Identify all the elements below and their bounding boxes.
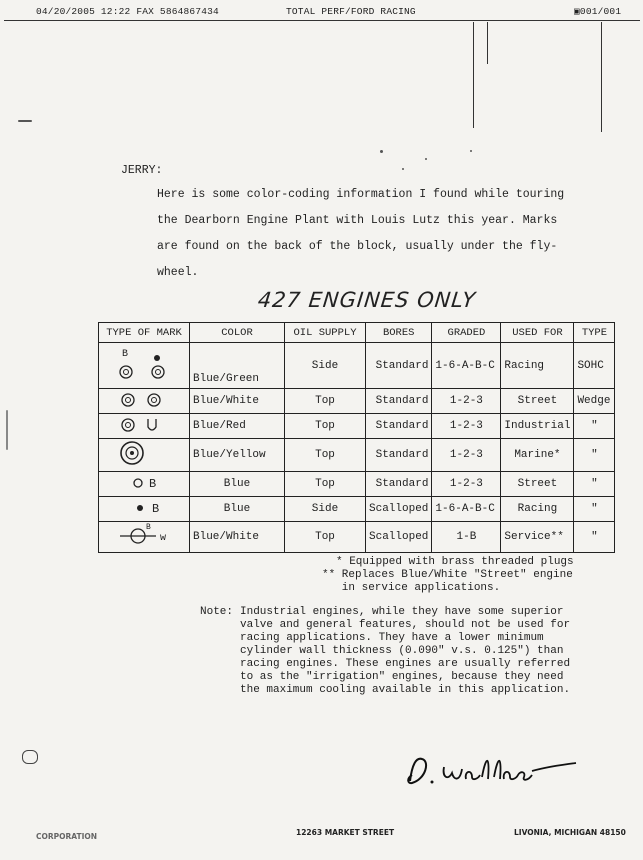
handwritten-signature — [400, 745, 580, 799]
footer-corporation: CORPORATION — [36, 832, 98, 841]
col-header-bores: BORES — [366, 323, 432, 343]
used-for-cell: Marine* — [501, 439, 574, 472]
oil-cell: Side — [285, 497, 366, 522]
industrial-note — [200, 606, 570, 697]
letter-body — [157, 182, 577, 286]
footer-address: 12263 MARKET STREET — [296, 828, 395, 837]
table-header-row — [99, 323, 615, 343]
table-row — [99, 343, 615, 389]
svg-text:w: w — [160, 533, 167, 544]
graded-cell: 1-2-3 — [432, 472, 501, 497]
crossed-circle-w-mark-icon — [112, 522, 176, 548]
margin-rule-far — [601, 22, 602, 132]
letter-line: the Dearborn Engine Plant with Louis Lutz this year. Marks — [157, 214, 558, 227]
fax-noise — [425, 158, 427, 160]
col-header-color: COLOR — [190, 323, 285, 343]
margin-rule-left — [473, 22, 474, 128]
footnote: in service applications. — [322, 582, 501, 594]
note-label: Note: — [200, 606, 234, 618]
mark-cell — [99, 343, 190, 389]
col-header-used-for: USED FOR — [501, 323, 574, 343]
note-line: Industrial engines, while they have some superior — [240, 606, 564, 618]
table-row — [99, 389, 615, 414]
type-cell: " — [574, 414, 615, 439]
b-and-circle-mark-icon — [112, 344, 176, 384]
graded-cell: 1-6-A-B-C — [432, 497, 501, 522]
graded-cell: 1-6-A-B-C — [432, 343, 501, 389]
color-cell: Blue — [190, 472, 285, 497]
footer-city: LIVONIA, MICHIGAN 48150 — [514, 828, 626, 837]
circle-and-u-mark-icon — [112, 414, 176, 434]
used-for-cell: Industrial — [501, 414, 574, 439]
color-cell: Blue — [190, 497, 285, 522]
two-circle-mark-icon — [112, 389, 176, 409]
note-line: valve and general features, should not be used for — [240, 619, 571, 631]
col-header-oil-supply: OIL SUPPLY — [285, 323, 366, 343]
handwritten-table-title: 427 ENGINES ONLY — [256, 288, 478, 312]
used-for-cell: Racing — [501, 343, 574, 389]
letter-line: are found on the back of the block, usually under the fly- — [157, 240, 558, 253]
fax-noise — [402, 168, 404, 170]
bores-cell: Standard — [366, 439, 432, 472]
svg-text:B: B — [152, 502, 160, 516]
oil-cell: Top — [285, 414, 366, 439]
o-and-b-mark-icon — [112, 472, 176, 492]
oil-cell: Top — [285, 439, 366, 472]
bores-cell: Standard — [366, 414, 432, 439]
svg-text:B: B — [146, 523, 151, 532]
fax-noise — [6, 410, 8, 450]
footnotes — [322, 556, 574, 595]
used-for-cell: Street — [501, 389, 574, 414]
signature-drawing — [400, 745, 580, 795]
note-line: to as the "irrigation" engines, because they need — [240, 671, 564, 683]
type-cell: " — [574, 472, 615, 497]
table-row — [99, 439, 615, 472]
mark-cell — [99, 389, 190, 414]
type-cell: " — [574, 522, 615, 553]
fax-sender: TOTAL PERF/FORD RACING — [286, 6, 416, 17]
note-line: racing engines. These engines are usually referred — [240, 658, 571, 670]
double-circle-mark-icon — [112, 439, 176, 467]
note-line: cylinder wall thickness (0.090" v.s. 0.125") than — [240, 645, 564, 657]
oil-cell: Top — [285, 389, 366, 414]
table-row — [99, 497, 615, 522]
graded-cell: 1-2-3 — [432, 389, 501, 414]
fax-noise — [22, 750, 38, 764]
oil-cell: Top — [285, 522, 366, 553]
fax-noise — [18, 120, 32, 122]
used-for-cell: Street — [501, 472, 574, 497]
mark-cell — [99, 497, 190, 522]
note-line: racing applications. They have a lower minimum — [240, 632, 544, 644]
used-for-cell: Racing — [501, 497, 574, 522]
col-header-type: TYPE — [574, 323, 615, 343]
graded-cell: 1-2-3 — [432, 439, 501, 472]
footnote: * Equipped with brass threaded plugs — [336, 556, 574, 568]
type-cell: " — [574, 497, 615, 522]
bores-cell: Standard — [366, 389, 432, 414]
fax-header — [0, 6, 643, 20]
margin-rule-right — [487, 22, 488, 64]
mark-cell — [99, 522, 190, 553]
fax-noise — [470, 150, 472, 152]
type-cell: Wedge — [574, 389, 615, 414]
color-cell: Blue/White — [190, 389, 285, 414]
graded-cell: 1-B — [432, 522, 501, 553]
bores-cell: Standard — [366, 343, 432, 389]
table-row — [99, 472, 615, 497]
fax-page-number: ▣001/001 — [574, 6, 622, 17]
bores-cell: Scalloped — [366, 497, 432, 522]
svg-text:B: B — [122, 348, 129, 360]
letter-line: Here is some color-coding information I found while touring — [157, 188, 565, 201]
bores-cell: Scalloped — [366, 522, 432, 553]
color-cell: Blue/Yellow — [190, 439, 285, 472]
fax-page-icon: ▣ — [574, 6, 580, 17]
fax-noise — [380, 150, 383, 153]
type-cell: SOHC — [574, 343, 615, 389]
engine-marks-table — [98, 322, 615, 553]
type-cell: " — [574, 439, 615, 472]
mark-cell — [99, 439, 190, 472]
oil-cell: Top — [285, 472, 366, 497]
mark-cell — [99, 472, 190, 497]
footnote: ** Replaces Blue/White "Street" engine — [322, 569, 573, 581]
oil-cell: Side — [285, 343, 366, 389]
used-for-cell: Service** — [501, 522, 574, 553]
graded-cell: 1-2-3 — [432, 414, 501, 439]
bores-cell: Standard — [366, 472, 432, 497]
svg-text:B: B — [149, 477, 157, 491]
letter-greeting: JERRY: — [121, 164, 163, 177]
header-rule — [4, 20, 640, 21]
color-cell: Blue/Green — [190, 343, 285, 389]
letter-line: wheel. — [157, 266, 199, 279]
color-cell: Blue/White — [190, 522, 285, 553]
note-line: the maximum cooling available in this application. — [240, 684, 571, 696]
col-header-graded: GRADED — [432, 323, 501, 343]
mark-cell — [99, 414, 190, 439]
table-row — [99, 414, 615, 439]
col-header-type-of-mark: TYPE OF MARK — [99, 323, 190, 343]
fax-timestamp: 04/20/2005 12:22 FAX 5864867434 — [36, 6, 219, 17]
color-cell: Blue/Red — [190, 414, 285, 439]
dot-and-b-mark-icon — [112, 497, 176, 517]
table-row — [99, 522, 615, 553]
